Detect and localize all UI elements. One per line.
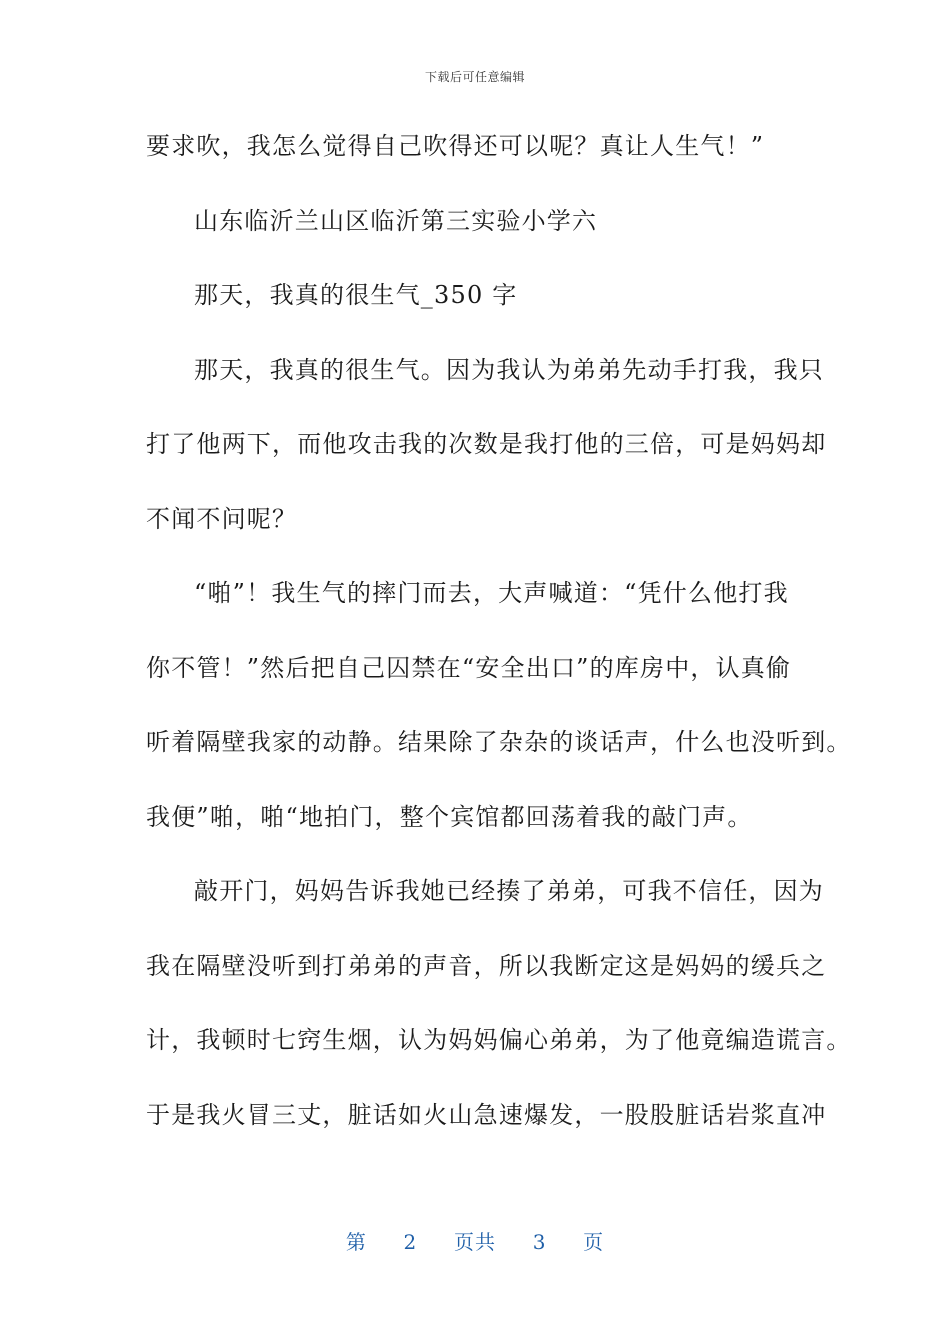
page-total: 3	[532, 1230, 547, 1254]
page-current: 2	[403, 1230, 418, 1254]
text-line: 计，我顿时七窍生烟，认为妈妈偏心弟弟，为了他竟编造谎言。	[146, 1026, 852, 1054]
text-line: 那天，我真的很生气。因为我认为弟弟先动手打我，我只	[194, 355, 824, 384]
page-header-note: 下载后可任意编辑	[424, 70, 525, 84]
text-line: 敲开门，妈妈告诉我她已经揍了弟弟，可我不信任，因为	[194, 877, 824, 905]
text-line: 于是我火冒三丈，脏话如火山急速爆发，一股股脏话岩浆直冲	[146, 1100, 827, 1129]
page-suffix: 页	[583, 1230, 605, 1254]
page-prefix: 第	[345, 1230, 367, 1254]
text-line: 打了他两下，而他攻击我的次数是我打他的三倍，可是妈妈却	[146, 430, 827, 458]
text-line: 听着隔壁我家的动静。结果除了杂杂的谈话声，什么也没听到。	[146, 728, 852, 756]
text-line: 不闻不问呢？	[146, 504, 298, 533]
text-line: 你不管！”然后把自己囚禁在“安全出口”的库房中，认真偷	[146, 653, 792, 682]
page-middle: 页共	[454, 1230, 496, 1254]
text-line: “啪”！我生气的摔门而去，大声喊道：“凭什么他打我	[194, 579, 789, 607]
text-line: 要求吹，我怎么觉得自己吹得还可以呢？真让人生气！”	[146, 132, 765, 160]
document-body	[146, 122, 852, 1165]
page-number-footer	[0, 1226, 950, 1255]
article-title: 那天，我真的很生气_350 字	[194, 281, 518, 309]
text-line: 我便”啪，啪“地拍门，整个宾馆都回荡着我的敲门声。	[146, 802, 753, 831]
text-line: 我在隔壁没听到打弟弟的声音，所以我断定这是妈妈的缓兵之	[146, 951, 827, 980]
section-heading: 山东临沂兰山区临沂第三实验小学六	[194, 206, 598, 235]
